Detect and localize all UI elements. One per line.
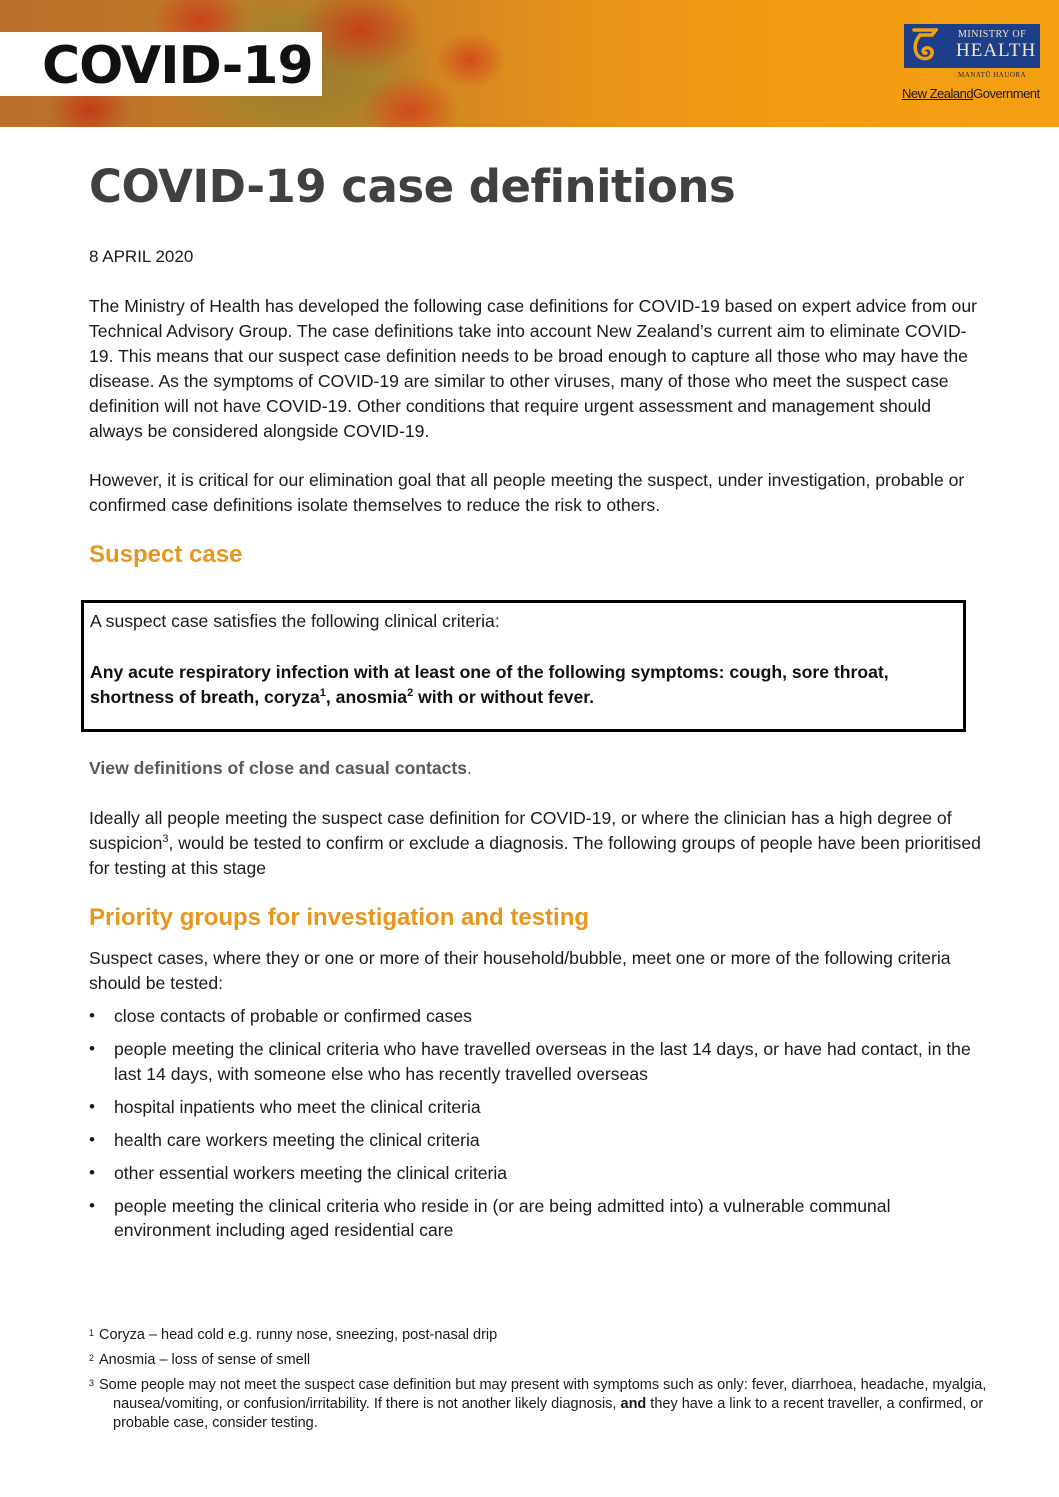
list-item: • health care workers meeting the clinical criteria bbox=[89, 1128, 989, 1153]
priority-groups-intro: Suspect cases, where they or one or more of their household/bubble, meet one or more of the following criteria should be tested: bbox=[89, 948, 951, 993]
priority-groups-list bbox=[89, 1004, 989, 1251]
footnote-ref-3[interactable]: 3 bbox=[162, 833, 169, 846]
footnote-text: Some people may not meet the suspect case definition but may present with symptoms such as only: fever, diarrhoea, headache, myalgia, nausea/vomiting, or confusion/irritability. If there is not another likely diagnosis, bbox=[99, 1377, 987, 1412]
footnote-text: Anosmia – loss of sense of smell bbox=[99, 1352, 311, 1368]
ministry-of-health-logo bbox=[904, 24, 1040, 68]
criteria-text-3: with or without fever. bbox=[413, 687, 595, 707]
contacts-link-suffix: . bbox=[467, 758, 472, 778]
priority-groups-heading: Priority groups for investigation and testing bbox=[89, 904, 590, 931]
list-item: • other essential workers meeting the clinical criteria bbox=[89, 1161, 989, 1186]
footnote-number: 2 bbox=[89, 1353, 95, 1363]
logo-line2: HEALTH bbox=[956, 40, 1037, 61]
footnote-text: Coryza – head cold e.g. runny nose, sneezing, post-nasal drip bbox=[99, 1327, 498, 1343]
list-item: • people meeting the clinical criteria who reside in (or are being admitted into) a vulnerable communal environment including aged residential care bbox=[89, 1194, 989, 1243]
footnote-2 bbox=[89, 1351, 999, 1370]
footnote-number: 1 bbox=[89, 1328, 95, 1338]
testing-text-2: , would be tested to confirm or exclude a diagnosis. The following groups of people have been prioritised for testing at this stage bbox=[89, 833, 981, 878]
footnote-ref-1[interactable]: 1 bbox=[319, 687, 326, 700]
footnote-bold-text: and bbox=[620, 1396, 647, 1412]
footnote-ref-2[interactable]: 2 bbox=[407, 687, 414, 700]
testing-text-1: Ideally all people meeting the suspect case definition for COVID-19, or where the clinician has a high degree of suspicion bbox=[89, 808, 952, 853]
criteria-text-2: , anosmia bbox=[325, 687, 408, 707]
footnote-text: they have a link to a recent traveller, a confirmed, or probable case, consider testing. bbox=[113, 1396, 984, 1431]
footnote-3 bbox=[89, 1376, 999, 1433]
contacts-definitions-link[interactable]: View definitions of close and casual contacts bbox=[89, 758, 468, 778]
list-item: • people meeting the clinical criteria who have travelled overseas in the last 14 days, or have had contact, in the last 14 days, with someone else who has recently travelled overseas bbox=[89, 1037, 989, 1086]
list-item: • hospital inpatients who meet the clinical criteria bbox=[89, 1095, 989, 1120]
criteria-definition bbox=[90, 660, 950, 710]
footnote-1 bbox=[89, 1326, 999, 1345]
contacts-link-line bbox=[89, 758, 472, 779]
logo-line1: MINISTRY OF bbox=[958, 29, 1027, 40]
footnote-number: 3 bbox=[89, 1378, 95, 1388]
koru-icon bbox=[910, 28, 938, 64]
however-paragraph: However, it is critical for our elimination goal that all people meeting the suspect, under investigation, probable or confirmed case definitions isolate themselves to reduce the risk to others. bbox=[89, 470, 965, 515]
clinical-criteria-box bbox=[81, 600, 966, 732]
footnotes bbox=[89, 1326, 999, 1439]
intro-paragraph: The Ministry of Health has developed the following case definitions for COVID-19 based on expert advice from our Technical Advisory Group. The case definitions take into account New Zealand’s current aim to eliminate COVID-19. This means that our suspect case definition needs to be broad enough to capture all those who may have the disease. As the symptoms of COVID-19 are similar to other viruses, many of those who meet the suspect case definition will not have COVID-19. Other conditions that require urgent assessment and management should always be considered alongside COVID-19. bbox=[89, 296, 977, 441]
criteria-intro: A suspect case satisfies the following clinical criteria: bbox=[90, 611, 500, 631]
nz-government-suffix: Government bbox=[973, 86, 1040, 101]
header-banner bbox=[0, 0, 1059, 127]
page-title: COVID-19 case definitions bbox=[89, 160, 736, 213]
banner-title: COVID-19 bbox=[42, 36, 313, 96]
suspect-case-heading: Suspect case bbox=[89, 541, 243, 568]
nz-government-logo bbox=[902, 86, 1040, 101]
testing-paragraph bbox=[89, 806, 984, 881]
logo-subtitle: MANATŪ HAUORA bbox=[958, 71, 1027, 79]
nz-government-prefix: New Zealand bbox=[902, 86, 974, 101]
document-date: 8 APRIL 2020 bbox=[89, 247, 194, 266]
list-item: • close contacts of probable or confirmed cases bbox=[89, 1004, 989, 1029]
criteria-text-1: Any acute respiratory infection with at least one of the following symptoms: cough, sore throat, shortness of breath, coryza bbox=[90, 662, 889, 707]
